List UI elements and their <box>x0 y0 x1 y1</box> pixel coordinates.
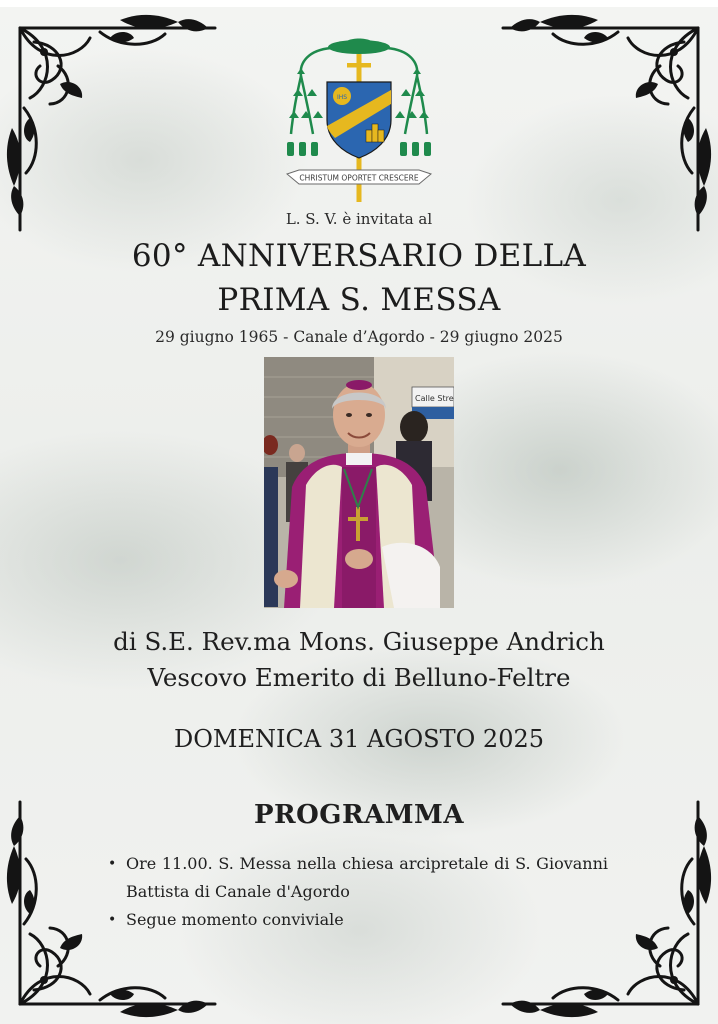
crest-motto: CHRISTUM OPORTET CRESCERE <box>299 173 419 183</box>
street-sign-text: Calle Stre <box>415 394 454 403</box>
honoree-title: Vescovo Emerito di Belluno-Feltre <box>147 663 571 692</box>
program-item-convivial: • Segue momento conviviale <box>104 906 608 934</box>
corner-ornament-top-left <box>0 8 222 234</box>
episcopal-coat-of-arms <box>279 34 439 202</box>
program-item-mass: • Ore 11.00. S. Messa nella chiesa arcipretale di S. Giovanni Battista di Canale d'Agordo <box>104 850 608 906</box>
program-heading: PROGRAMMA <box>253 800 465 830</box>
program-list <box>104 850 608 934</box>
crest-monogram: IHS <box>336 94 348 101</box>
title-line-1: 60° ANNIVERSARIO DELLA <box>131 238 587 274</box>
event-date: DOMENICA 31 AGOSTO 2025 <box>174 725 544 753</box>
top-edge <box>0 0 718 7</box>
dates-line: 29 giugno 1965 - Canale d’Agordo - 29 giugno 2025 <box>155 328 563 346</box>
title-line-2: PRIMA S. MESSA <box>217 282 501 318</box>
invite-line: L. S. V. è invitata al <box>285 210 433 228</box>
bishop-portrait-photo <box>264 357 454 608</box>
corner-ornament-top-right <box>496 8 718 234</box>
honoree-name: di S.E. Rev.ma Mons. Giuseppe Andrich <box>113 627 605 656</box>
